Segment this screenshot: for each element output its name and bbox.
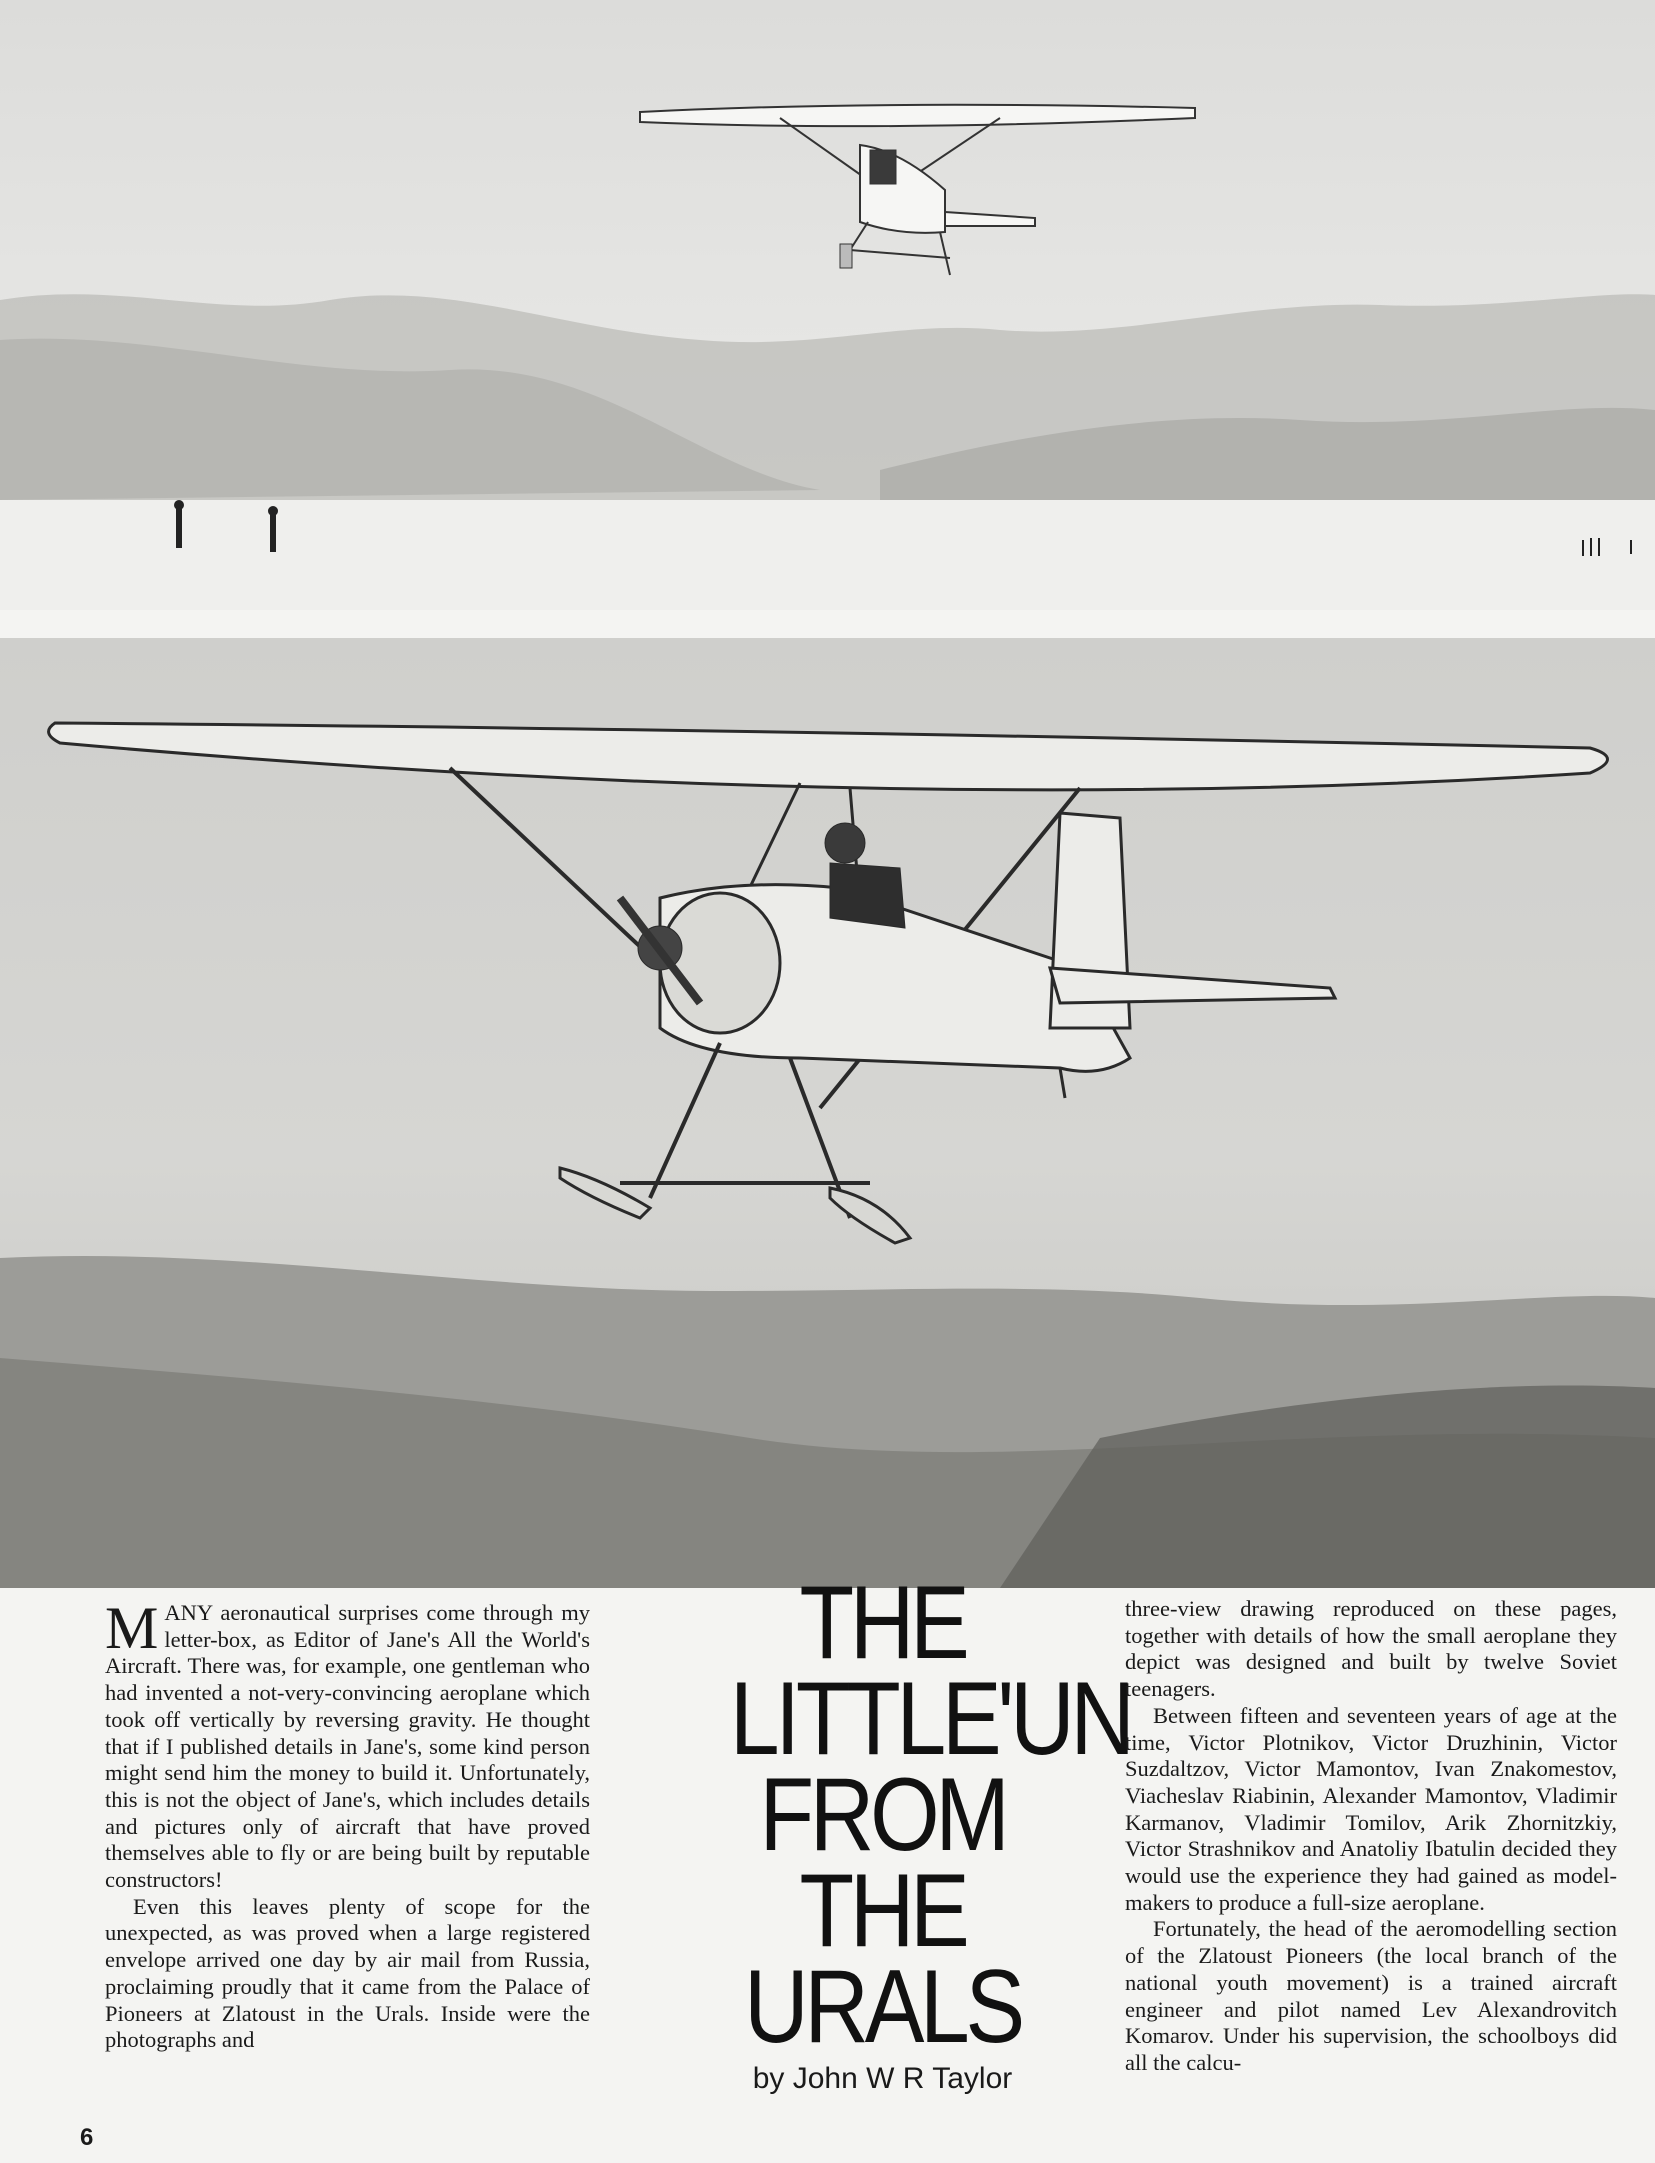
dropcap: M <box>105 1595 159 1661</box>
right-paragraph-3: Fortunately, the head of the aeromodelling section of the Zlatoust Pioneers (the local branch of the national youth movement) is a trained aircraft engineer and pilot named Lev Alexandrovitch Komarov. Under his supervision, the schoolboys did all the calcu- <box>1125 1916 1617 2075</box>
byline: by John W R Taylor <box>752 2062 1013 2095</box>
title-line-5: URALS <box>744 1949 1021 2065</box>
article-title <box>705 1565 1131 2065</box>
title-line-2: LITTLE'UN <box>729 1661 1131 1777</box>
article-right-column <box>1125 1596 1617 2077</box>
left-paragraph-1 <box>105 1595 590 1894</box>
photo-top-aircraft-over-snow <box>0 0 1655 610</box>
right-paragraph-2: Between fifteen and seventeen years of age at the time, Victor Plotnikov, Victor Druzhinin, Victor Suzdaltzov, Victor Mamontov, Ivan Znakomestov, Viacheslav Riabinin, Alexander Mamontov, Vladimir Karmanov, Vladimir Tomilov, Arik Zhornitzkiy, Victor Strashnikov and Anatoliy Ibatulin decided they would use the experience they had gained as model-makers to produce a full-size aeroplane. <box>1125 1702 1617 1915</box>
article-left-column <box>105 1595 590 2054</box>
photo-bottom-aircraft-close-up <box>0 638 1655 1588</box>
title-line-3: FROM <box>759 1757 1006 1873</box>
left-paragraph-1-text: ANY aeronautical surprises come through my letter-box, as Editor of Jane's All the World's Aircraft. There was, for example, one gentleman who had invented a not-very-convincing aeroplane which took off vertically by reversing gravity. He thought that if I published details in Jane's, some kind person might send him the money to build it. Unfortunately, this is not the object of Jane's, which includes details and pictures only of aircraft that have proved themselves able to fly or are being built by reputable constructors! <box>105 1600 590 1893</box>
right-paragraph-1: three-view drawing reproduced on these pages, together with details of how the small aeroplane they depict was designed and built by twelve Soviet teenagers. <box>1125 1596 1617 1702</box>
title-line-1: THE <box>799 1565 966 1681</box>
page-number: 6 <box>80 2124 94 2151</box>
left-paragraph-2: Even this leaves plenty of scope for the unexpected, as was proved when a large registered envelope arrived one day by air mail from Russia, proclaiming proudly that it came from the Palace of Pioneers at Zlatoust in the Urals. Inside were the photographs and <box>105 1893 590 2053</box>
title-line-4: THE <box>799 1853 966 1969</box>
